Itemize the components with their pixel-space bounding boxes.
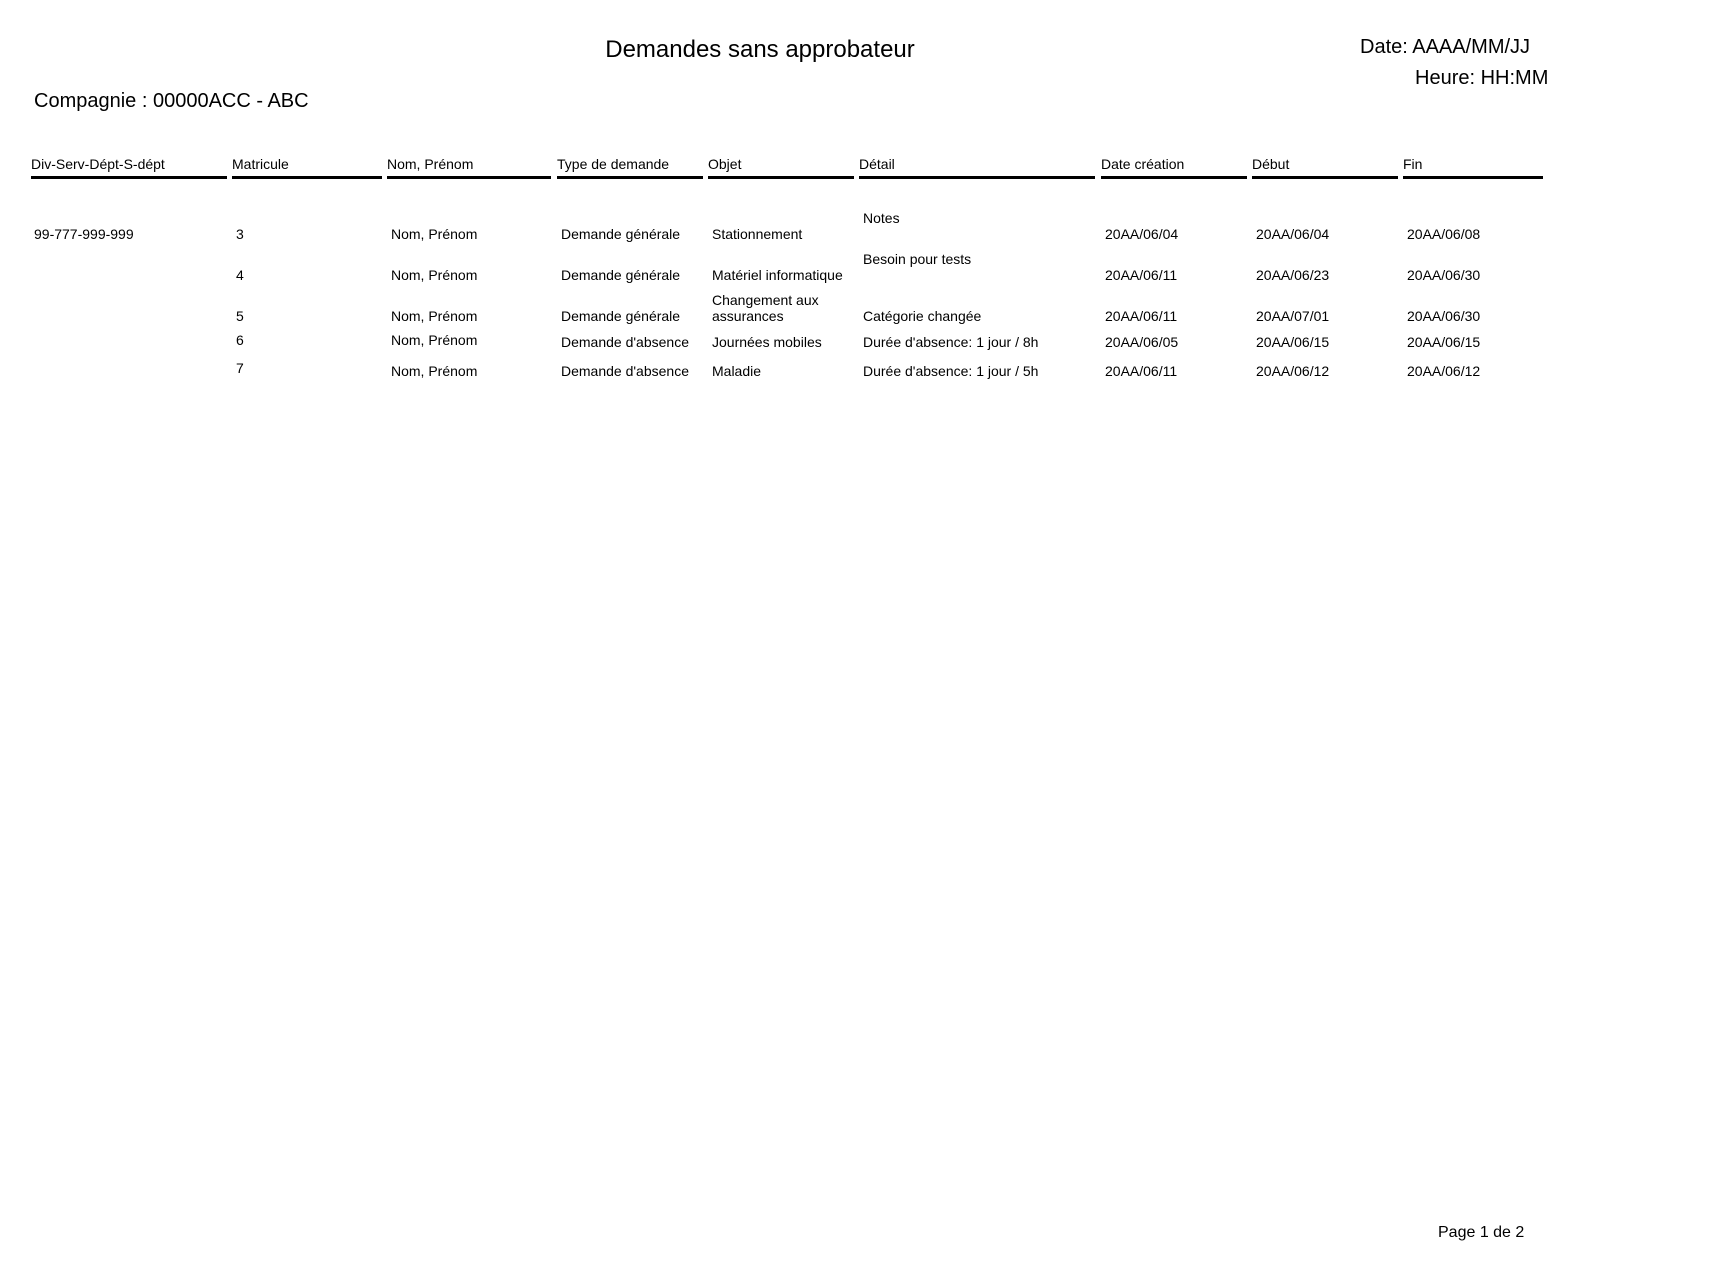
cell-type: Demande générale: [561, 226, 681, 242]
cell-type: Demande générale: [561, 308, 681, 324]
cell-objet-line-1: Changement aux: [712, 292, 819, 308]
cell-objet: Journées mobiles: [712, 334, 822, 350]
cell-detail: Catégorie changée: [863, 308, 982, 324]
cell-debut: 20AA/06/15: [1256, 334, 1330, 350]
cell-type: Demande d'absence: [561, 363, 689, 379]
cell-debut: 20AA/06/04: [1256, 226, 1330, 242]
page-number: Page 1 de 2: [1438, 1224, 1525, 1241]
cell-objet-line-2: assurances: [712, 308, 784, 324]
cell-objet: Stationnement: [712, 226, 803, 242]
requests-table: [31, 156, 1543, 379]
table-header-row: [31, 156, 1543, 178]
cell-matricule: 6: [236, 332, 244, 348]
header-div-serv: Div-Serv-Dépt-S-dépt: [31, 156, 227, 179]
header-type: Type de demande: [557, 156, 703, 179]
report-time: Heure: HH:MM: [1415, 67, 1549, 89]
cell-type: Demande d'absence: [561, 334, 689, 350]
cell-nom: Nom, Prénom: [391, 332, 478, 348]
cell-date-creation: 20AA/06/04: [1105, 226, 1179, 242]
cell-fin: 20AA/06/12: [1407, 363, 1481, 379]
cell-fin: 20AA/06/30: [1407, 308, 1481, 324]
cell-detail: Besoin pour tests: [863, 251, 972, 267]
header-fin: Fin: [1403, 156, 1543, 179]
cell-matricule: 7: [236, 360, 244, 376]
cell-date-creation: 20AA/06/11: [1105, 267, 1178, 283]
cell-objet: Matériel informatique: [712, 267, 843, 283]
cell-nom: Nom, Prénom: [391, 226, 478, 242]
cell-nom: Nom, Prénom: [391, 308, 478, 324]
cell-detail: Notes: [863, 210, 900, 226]
cell-matricule: 3: [236, 226, 244, 242]
cell-nom: Nom, Prénom: [391, 267, 478, 283]
cell-detail: Durée d'absence: 1 jour / 5h: [863, 363, 1039, 379]
cell-matricule: 5: [236, 308, 244, 324]
report-title: Demandes sans approbateur: [605, 36, 915, 63]
cell-date-creation: 20AA/06/05: [1105, 334, 1179, 350]
cell-nom: Nom, Prénom: [391, 363, 478, 379]
cell-fin: 20AA/06/30: [1407, 267, 1481, 283]
cell-fin: 20AA/06/15: [1407, 334, 1481, 350]
cell-type: Demande générale: [561, 267, 681, 283]
company-label: Compagnie : 00000ACC - ABC: [34, 90, 309, 112]
cell-div: 99-777-999-999: [34, 226, 134, 242]
report-date: Date: AAAA/MM/JJ: [1360, 36, 1531, 58]
header-date-creation: Date création: [1101, 156, 1247, 179]
header-detail: Détail: [859, 156, 1095, 179]
cell-fin: 20AA/06/08: [1407, 226, 1481, 242]
cell-detail: Durée d'absence: 1 jour / 8h: [863, 334, 1039, 350]
header-debut: Début: [1252, 156, 1398, 179]
cell-date-creation: 20AA/06/11: [1105, 308, 1178, 324]
header-matricule: Matricule: [232, 156, 382, 179]
cell-debut: 20AA/06/23: [1256, 267, 1330, 283]
cell-objet: Maladie: [712, 363, 762, 379]
header-objet: Objet: [708, 156, 854, 179]
cell-debut: 20AA/06/12: [1256, 363, 1330, 379]
cell-debut: 20AA/07/01: [1256, 308, 1330, 324]
cell-date-creation: 20AA/06/11: [1105, 363, 1178, 379]
cell-matricule: 4: [236, 267, 244, 283]
header-nom-prenom: Nom, Prénom: [387, 156, 551, 179]
